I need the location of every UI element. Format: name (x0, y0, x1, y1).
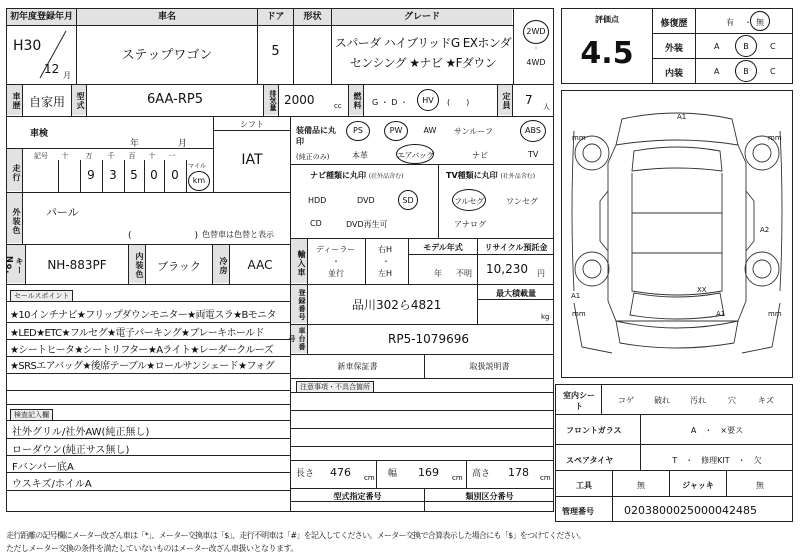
drive-2wd: 2WD (526, 27, 546, 36)
model-year-label: モデル年式 (423, 243, 463, 252)
car-diagram (562, 91, 792, 377)
max-load-unit: kg (541, 313, 550, 321)
selling-point-4: ★SRSエアバッグ★後席テーブル★ロールサンシェード★フォグ (10, 361, 275, 372)
repair-sep: ・ (744, 18, 752, 27)
selling-point-1: ★10インチナビ★フリップダウンモニター★両電スラ★Bモニタ (10, 310, 276, 321)
inspector-label: 検査記入欄 (10, 409, 53, 421)
usage-label: 車歴 (7, 85, 22, 115)
navi-sd: SD (402, 196, 414, 205)
drive-4wd: 4WD (526, 58, 546, 67)
exterior-label: 外装 (664, 44, 683, 54)
mileage-digit-3: 5 (130, 168, 138, 182)
diagram-mm-tr: mm (768, 134, 782, 142)
exterior-a: A (714, 42, 720, 51)
fuel-paren: ( ) (447, 98, 470, 107)
equip-abs: ABS (525, 126, 541, 135)
jack-label: ジャッキ (682, 481, 714, 490)
exterior-b: B (743, 42, 749, 51)
equipment-label: 装備品に丸印 (296, 126, 336, 146)
navi-hdd: HDD (308, 196, 327, 205)
chassis-label: 車台番号 (288, 327, 306, 351)
equip-sunroof: サンルーフ (454, 127, 493, 136)
width-value: 169 (418, 466, 439, 479)
color-note: 色替車は色替と表示 (202, 230, 274, 239)
ac-value: AAC (247, 258, 273, 272)
width-unit: cm (452, 474, 463, 482)
first-reg-label: 初年度登録年月 (7, 9, 76, 25)
score-label: 評価点 (595, 15, 619, 24)
score-value: 4.5 (580, 36, 634, 71)
repair-yes: 有 (726, 18, 734, 27)
interior-a: A (714, 67, 720, 76)
navi-label: ナビ種類に丸印 (社外品含む) (310, 171, 404, 180)
notes-label: 注意事項・不具合箇所 (296, 381, 374, 393)
equip-aw: AW (423, 126, 437, 135)
windshield-label: フロントガラス (566, 426, 622, 435)
height-value: 178 (508, 466, 529, 479)
key-value: NH-883PF (47, 258, 107, 272)
mileage-digit-1: 9 (87, 168, 95, 182)
tv-fullseg: フルセグ (454, 197, 484, 206)
equipment-sub-label: (純正のみ) (296, 153, 330, 161)
import-right-h: 右H (378, 245, 393, 254)
diagram-mark-5: A1 (716, 310, 726, 318)
width-label: 幅 (388, 469, 398, 479)
month-unit: 月 (63, 71, 71, 80)
seat-item-4: 穴 (728, 396, 736, 405)
management-value: 0203800025000042485 (624, 504, 757, 517)
navi-dvd: DVD (357, 196, 375, 205)
displacement: 2000 (284, 93, 315, 107)
displacement-label: 排気量 (264, 85, 278, 115)
tools-label: 工具 (576, 481, 592, 490)
capacity: 7 (525, 93, 533, 107)
fuel-label: 燃料 (349, 85, 363, 115)
color-paren: ( ) (128, 231, 199, 241)
interior-b: B (743, 67, 749, 76)
mileage-label: 走行 (7, 149, 22, 191)
diagram-mm-tl: mm (572, 134, 586, 142)
inspection-label: 車検 (30, 129, 49, 139)
capacity-unit: 人 (543, 103, 550, 111)
seat-item-1: コゲ (618, 396, 634, 405)
length-value: 476 (330, 466, 351, 479)
import-dealer: ディーラー (316, 245, 356, 254)
interior-c: C (770, 67, 776, 76)
management-label: 管理番号 (562, 507, 594, 516)
mileage-digit-4: 0 (150, 168, 158, 182)
fuel-selected: HV (422, 96, 434, 105)
shift: IAT (241, 152, 263, 168)
grade-line2: センシング ★ナビ ★Fダウン (349, 56, 497, 70)
max-load-label: 最大積載量 (496, 289, 536, 298)
warranty-label: 新車保証書 (337, 362, 378, 371)
diagram-mark-3: A1 (571, 292, 581, 300)
inspection-month-label: 月 (178, 139, 188, 149)
type-cert-label: 型式指定番号 (333, 492, 382, 501)
spare-tire-label: スペアタイヤ (566, 456, 614, 465)
seat-item-5: キズ (758, 396, 774, 405)
color-value: パール (46, 206, 79, 219)
mileage-km: km (192, 176, 206, 185)
selling-point-2: ★LED★ETC★フルセグ★電子パーキング★ブレーキホールド (10, 328, 264, 339)
class-number-label: 類別区分番号 (465, 492, 514, 501)
door-label: ドア (258, 9, 293, 25)
car-name-label: 車名 (77, 9, 257, 25)
grade-line1: スパーダ ハイブリッドG EXホンダ (334, 36, 512, 50)
displacement-unit: cc (334, 102, 342, 110)
mileage-digit-2: 3 (109, 168, 117, 182)
inspector-line-1: 社外グリル/社外AW(純正無し) (12, 427, 150, 438)
footer-note-2: ただしメーター交換の条件を満たしていないものはメーター改ざん車扱いとなります。 (6, 544, 298, 553)
mileage-columns: 記号 十 万 千 百 十 一 (34, 152, 176, 160)
manual-label: 取扱説明書 (469, 362, 510, 371)
recycle-unit: 円 (537, 269, 545, 278)
equip-ps: PS (353, 126, 363, 135)
equip-leather: 本革 (352, 151, 368, 160)
diagram-mm-bl: mm (572, 310, 586, 318)
selling-points-label: セールスポイント (10, 290, 73, 302)
mileage-mile-label: マイル (188, 163, 206, 170)
height-label: 高さ (472, 469, 491, 479)
door-count: 5 (271, 44, 280, 59)
shift-label: シフト (240, 120, 264, 129)
registration-label: 登録番号 (291, 285, 307, 323)
import-left-h: 左H (378, 269, 393, 278)
height-unit: cm (540, 474, 551, 482)
seat-item-3: 汚れ (690, 396, 706, 405)
footer-note-1: 走行距離の記号欄にメーター改ざん車は「*」、メーター交換車は「$」、走行不明車は「#」を記入してください。メーター交換で合算表示した場合にも「$」をつけてください。 (6, 531, 586, 540)
diagram-mm-br: mm (768, 310, 782, 318)
color-label: 外装色 (7, 193, 22, 243)
model-year-unknown: 不明 (456, 269, 472, 278)
first-reg-era: H30 (13, 38, 42, 54)
diagram-mark-1: A1 (677, 113, 687, 121)
car-name: ステップワゴン (121, 48, 213, 63)
first-reg-month: 12 (44, 62, 60, 76)
inspector-line-2: ローダウン(純正サス無し) (12, 445, 130, 456)
tv-analog: アナログ (454, 220, 486, 229)
recycle-value: 10,230 (486, 262, 528, 276)
model: 6AA-RP5 (147, 92, 203, 107)
navi-dvd-play: DVD再生可 (346, 220, 388, 229)
import-dash: ・ (332, 257, 340, 266)
chassis-value: RP5-1079696 (388, 332, 469, 346)
spare-tire-value: T ・ 修理KIT ・ 欠 (672, 456, 762, 465)
import-dash-2: ・ (382, 257, 390, 266)
interior-sheet-label: 室内シート (563, 391, 595, 411)
seat-item-2: 破れ (654, 396, 670, 405)
repair-label: 修復歴 (660, 19, 688, 29)
selling-point-3: ★シートヒータ★シートリフター★Aライト★レーダークルーズ (10, 345, 274, 356)
repair-no: 無 (756, 18, 764, 27)
recycle-label: リサイクル預託金 (484, 243, 548, 252)
jack-value: 無 (756, 481, 764, 490)
import-label: 輸入車 (291, 239, 307, 283)
exterior-c: C (770, 42, 776, 51)
import-parallel: 並行 (328, 269, 344, 278)
registration-value: 品川302ら4821 (352, 298, 442, 312)
tv-oneseg: ワンセグ (506, 197, 538, 206)
drive-dot: · (534, 44, 538, 53)
usage: 自家用 (28, 95, 65, 109)
mileage-digit-5: 0 (171, 168, 179, 182)
inspection-year-label: 年 (130, 139, 140, 149)
tools-value: 無 (637, 481, 645, 490)
model-year-unit: 年 (434, 269, 442, 278)
windshield-value: A ・ ×要ス (690, 426, 744, 435)
diagram-mark-4: XX (697, 286, 707, 294)
equip-airbag: エアバッグ (397, 151, 434, 160)
equip-tv: TV (528, 150, 539, 159)
grade-label: グレード (332, 9, 512, 25)
key-label: キーNo. (7, 245, 25, 283)
interior-label: 内装 (664, 69, 683, 79)
equip-pw: PW (389, 126, 403, 135)
equip-navi: ナビ (472, 151, 488, 160)
shape-label: 形状 (294, 9, 331, 25)
fuel-options: G ・ D ・ (372, 98, 408, 107)
model-label: 型式 (72, 85, 86, 115)
length-label: 長さ (296, 469, 315, 479)
inspector-line-4: ウスキズ/ホイルA (12, 479, 92, 490)
capacity-label: 定員 (498, 85, 512, 115)
ac-label: 冷房 (213, 245, 229, 283)
inspector-line-3: Fバンパー底A (12, 462, 74, 473)
navi-cd: CD (310, 219, 322, 228)
length-unit: cm (364, 474, 375, 482)
interior-color: ブラック (157, 260, 201, 273)
diagram-mark-2: A2 (760, 226, 770, 234)
interior-color-label: 内装色 (129, 245, 145, 283)
tv-label: TV種類に丸印 (社外品含む) (446, 171, 536, 180)
